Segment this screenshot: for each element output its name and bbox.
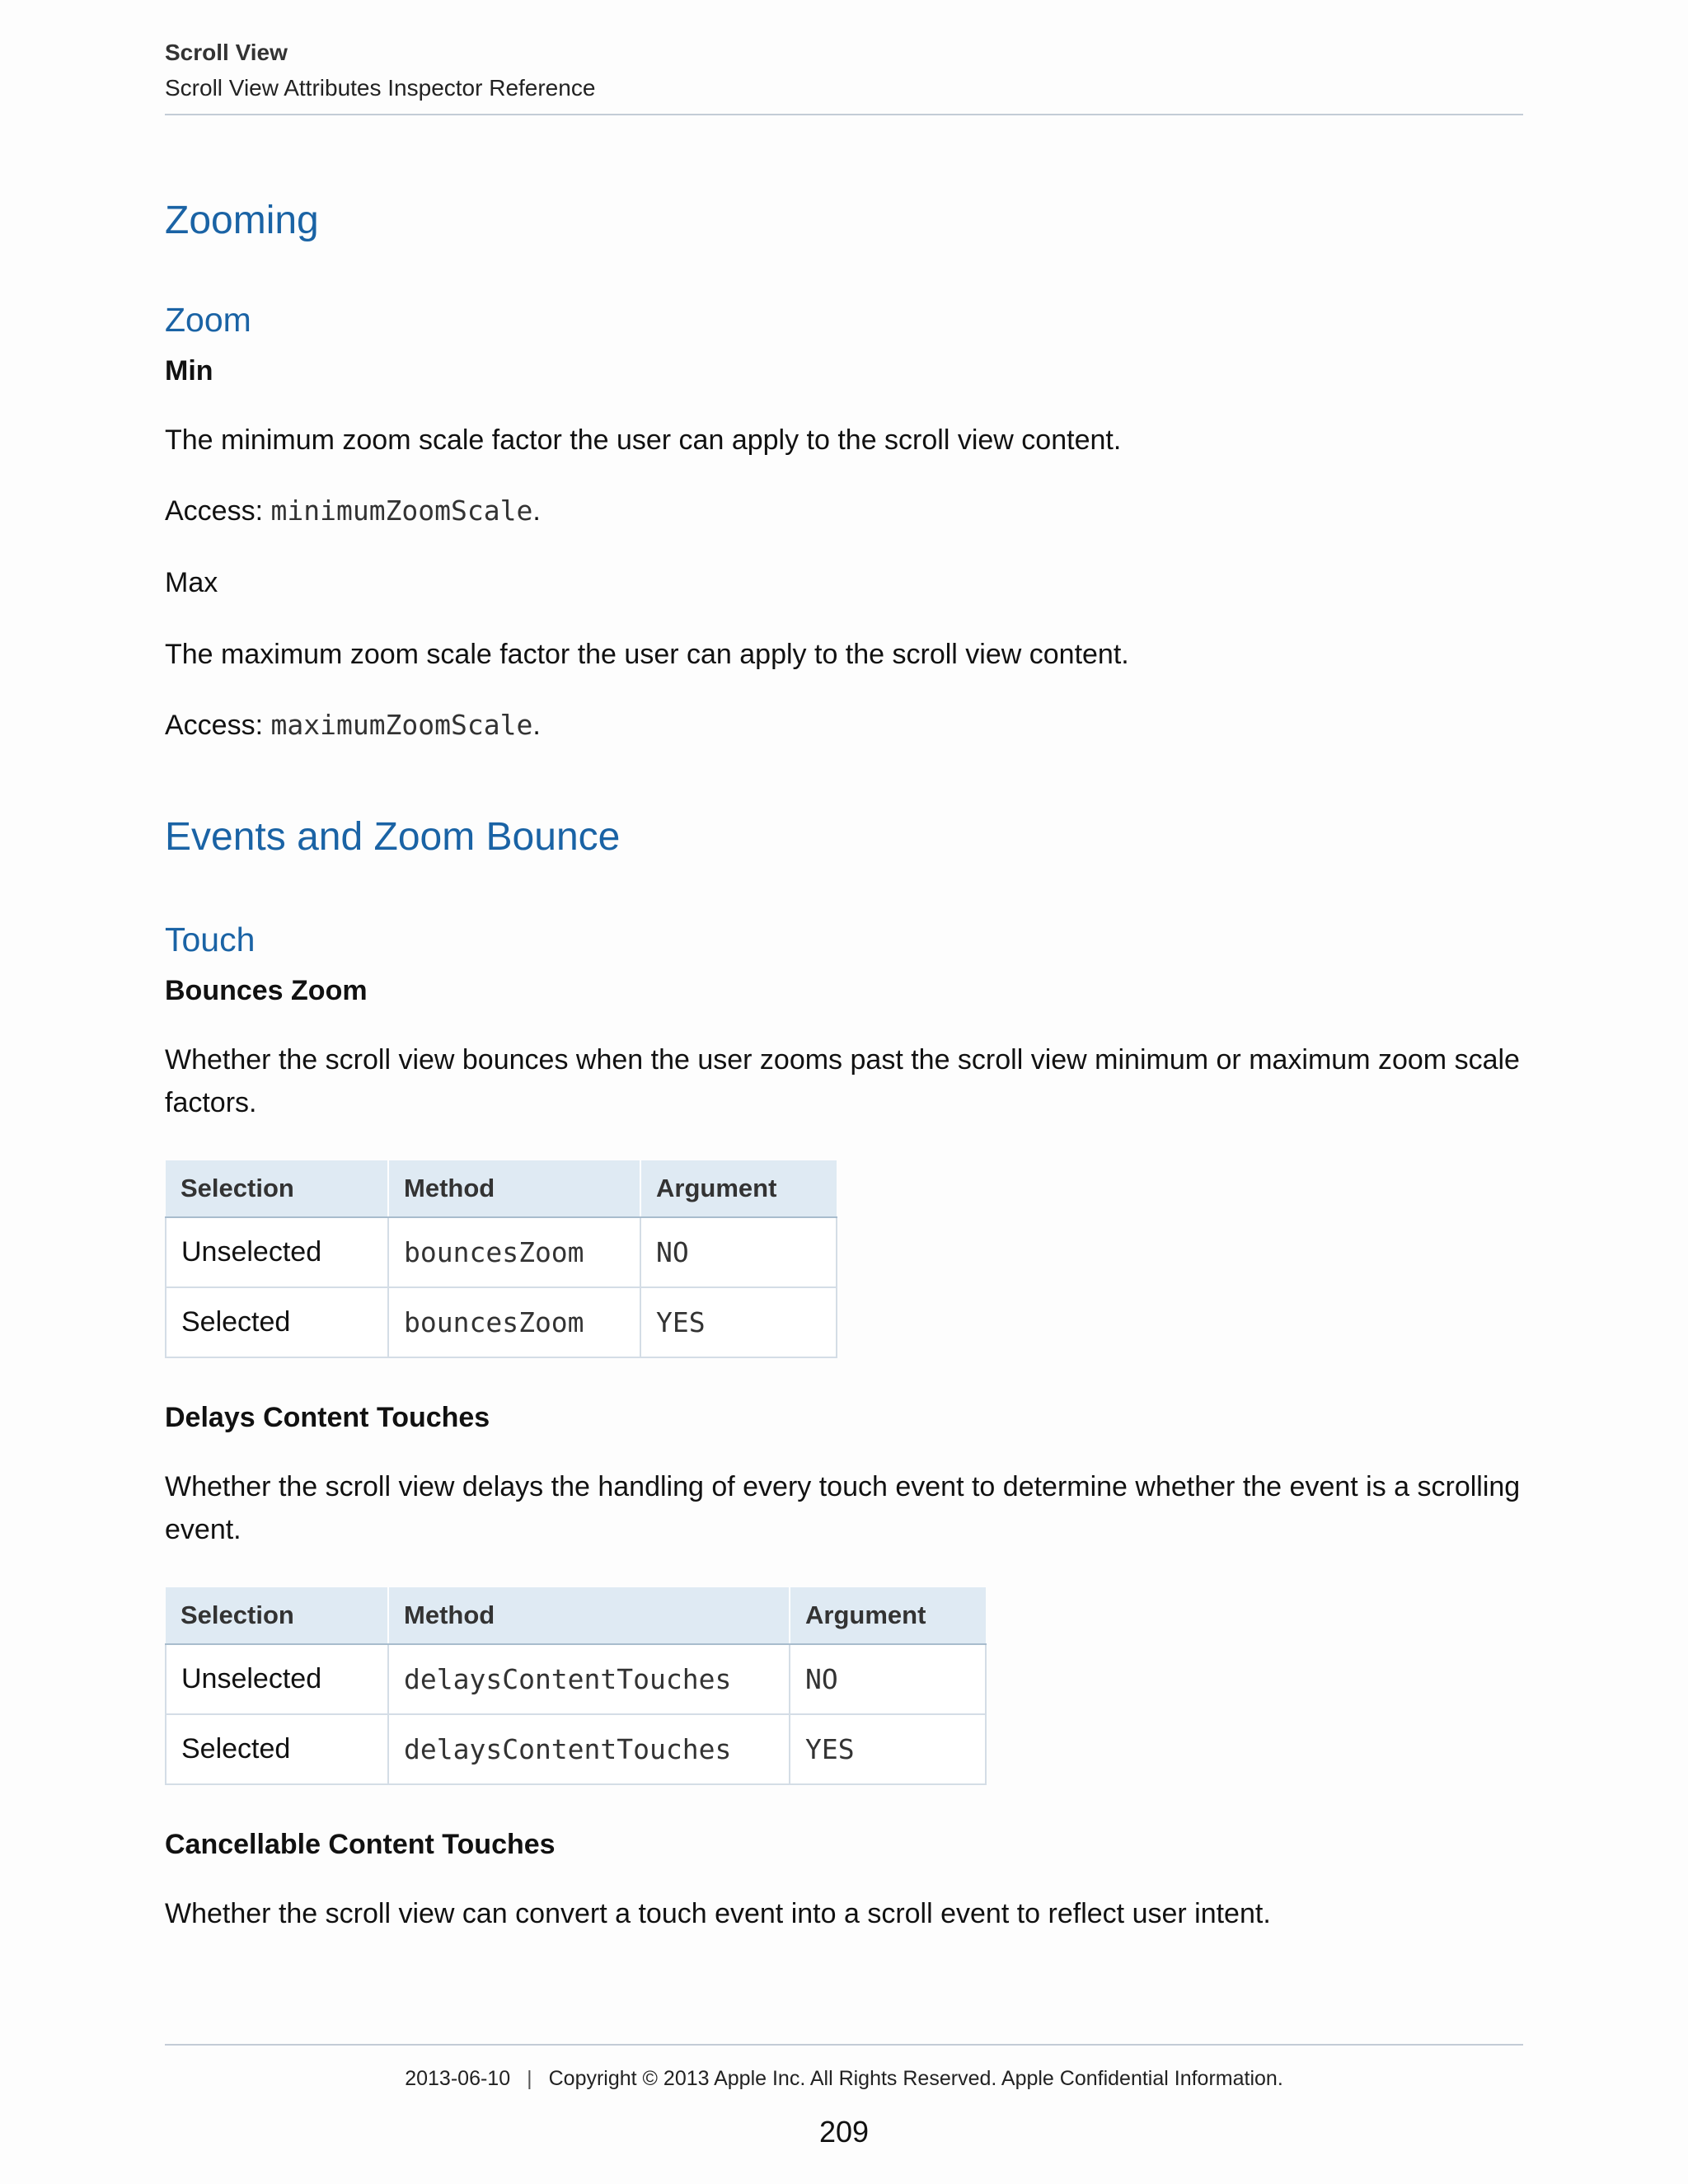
footer-divider [165,2044,1523,2046]
table-cell-method: delaysContentTouches [388,1644,790,1714]
table-row [166,1217,837,1287]
subsection-heading-touch: Touch [165,921,256,958]
column-header: Method [388,1160,640,1217]
header-chapter: Scroll View [165,40,288,65]
table-header-row [166,1587,986,1644]
table-cell-selection: Unselected [166,1217,388,1287]
min-access-code: minimumZoomScale [270,494,533,527]
max-access-label: Access: [165,710,271,741]
table-cell-selection: Selected [166,1714,388,1784]
column-header: Selection [166,1587,388,1644]
max-access-code: maximumZoomScale [270,709,533,741]
column-header: Method [388,1587,790,1644]
table-cell-argument: YES [790,1714,986,1784]
column-header: Argument [640,1160,837,1217]
table-row [166,1714,986,1784]
cancellable-content-touches-description: Whether the scroll view can convert a touch event into a scroll event to reflect user intent. [165,1898,1271,1929]
page-number: 209 [818,2115,870,2149]
footer [165,2067,1523,2091]
max-access [165,707,1523,743]
document-page [165,0,1523,2184]
table-cell-selection: Unselected [166,1644,388,1714]
min-access [165,493,1523,529]
delays-content-touches-description: Whether the scroll view delays the handling of every touch event to determine whether the event is a scrolling event. [165,1471,1521,1545]
section-heading-events: Events and Zoom Bounce [165,815,621,859]
property-label-max: Max [165,567,218,598]
subsection-heading-zoom: Zoom [165,301,251,339]
max-description: The maximum zoom scale factor the user can apply to the scroll view content. [165,639,1129,670]
property-label-cancellable-content-touches: Cancellable Content Touches [165,1829,556,1860]
section-heading-zooming: Zooming [165,199,319,242]
property-label-bounces-zoom: Bounces Zoom [165,975,368,1006]
bounces-zoom-description: Whether the scroll view bounces when the user zooms past the scroll view minimum or maximum zoom scale factors. [165,1044,1520,1118]
table-cell-method: bouncesZoom [388,1217,640,1287]
bounces-zoom-table [165,1160,837,1358]
header-divider [165,114,1523,115]
table-cell-argument: NO [640,1217,837,1287]
content [165,196,1523,1935]
column-header: Selection [166,1160,388,1217]
table-row [166,1287,837,1357]
property-label-min: Min [165,355,213,387]
delays-content-touches-table [165,1587,987,1785]
footer-date: 2013-06-10 [405,2067,511,2090]
header-title: Scroll View Attributes Inspector Reference [165,75,596,101]
min-access-label: Access: [165,495,271,527]
min-access-period: . [532,495,541,527]
footer-copyright: Copyright © 2013 Apple Inc. All Rights Reserved. Apple Confidential Information. [548,2067,1283,2090]
table-cell-argument: YES [640,1287,837,1357]
table-row [166,1644,986,1714]
max-access-period: . [532,710,541,741]
min-description: The minimum zoom scale factor the user can apply to the scroll view content. [165,424,1122,456]
table-cell-selection: Selected [166,1287,388,1357]
column-header: Argument [790,1587,986,1644]
table-header-row [166,1160,837,1217]
table-cell-method: delaysContentTouches [388,1714,790,1784]
property-label-delays-content-touches: Delays Content Touches [165,1402,490,1433]
footer-separator: | [527,2067,532,2090]
table-cell-argument: NO [790,1644,986,1714]
table-cell-method: bouncesZoom [388,1287,640,1357]
